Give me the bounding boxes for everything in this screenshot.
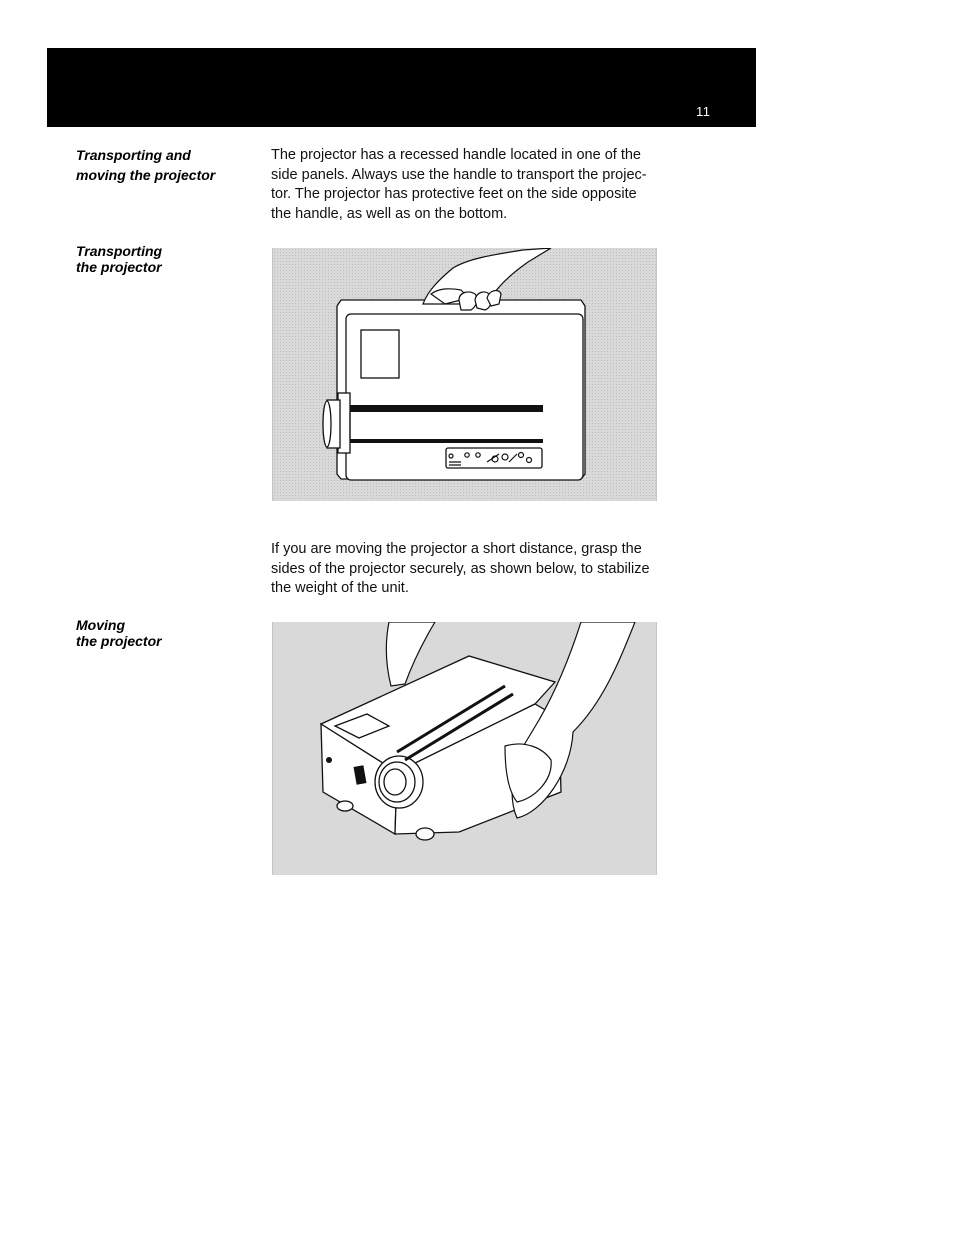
- figure-heading-moving: [76, 617, 162, 649]
- intro-paragraph: [271, 146, 666, 224]
- paragraph-line: If you are moving the projector a short distance, grasp the: [271, 541, 642, 557]
- paragraph-line: side panels. Always use the handle to transport the projec-: [271, 166, 647, 183]
- figure-heading-transporting: [76, 243, 162, 275]
- header-bar: [47, 48, 756, 127]
- paragraph-line: the handle, as well as on the bottom.: [271, 205, 508, 222]
- heading-line: Transporting: [76, 243, 163, 259]
- paragraph-line: The projector has a recessed handle located in one of the: [271, 147, 641, 163]
- projector-carried-by-handle-drawing: [273, 248, 656, 501]
- section-heading-transporting-and-moving: [76, 147, 215, 183]
- heading-line: moving the projector: [76, 167, 216, 183]
- projector-held-by-sides-drawing: [273, 622, 656, 875]
- paragraph-line: tor. The projector has protective feet on the side opposite: [271, 186, 637, 203]
- moving-paragraph: [271, 540, 666, 599]
- moving-projector-illustration: [272, 622, 657, 875]
- heading-line: Moving: [76, 617, 125, 633]
- page-number: 11: [696, 104, 711, 119]
- heading-line: the projector: [76, 633, 162, 649]
- heading-line: the projector: [76, 259, 162, 275]
- paragraph-line: sides of the projector securely, as shown below, to stabilize: [271, 560, 650, 577]
- heading-line: Transporting and: [76, 147, 191, 163]
- paragraph-line: the weight of the unit.: [271, 580, 409, 597]
- transporting-projector-illustration: [272, 248, 657, 501]
